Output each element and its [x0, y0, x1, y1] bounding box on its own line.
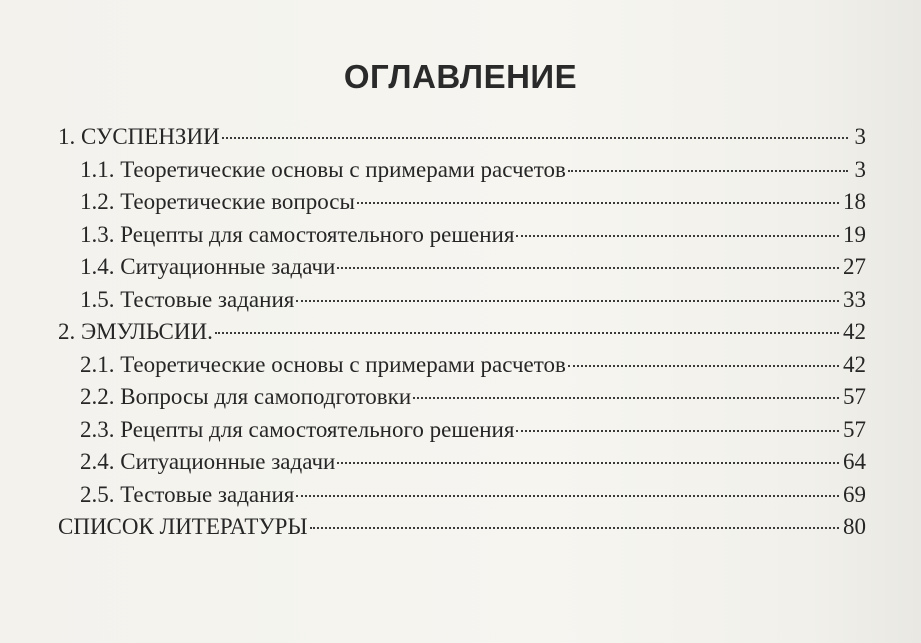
toc-entry-label: 1.5. Тестовые задания — [80, 286, 295, 312]
toc-page-number: 57 — [843, 416, 866, 442]
toc-page-number: 33 — [843, 286, 866, 312]
dot-leader — [337, 462, 839, 464]
toc-page-number: 19 — [843, 221, 866, 247]
toc-entry-label: 2.3. Рецепты для самостоятельного решения — [80, 416, 515, 442]
toc-entry-label: 2.2. Вопросы для самоподготовки — [80, 384, 412, 409]
toc-entry — [58, 384, 866, 417]
toc-entry — [58, 157, 866, 190]
toc-page-number: 3 — [854, 124, 866, 149]
toc-entry-label: 1.2. Теоретические вопросы — [80, 189, 355, 214]
toc-entry-label: 2.1. Теоретические основы с примерами расчетов — [80, 351, 566, 377]
dot-leader — [310, 527, 839, 529]
toc-page-number: 18 — [843, 189, 866, 214]
toc-page-number: 27 — [843, 254, 866, 279]
toc-entry — [58, 287, 866, 320]
toc-page-number: 42 — [843, 351, 866, 377]
dot-leader — [568, 170, 848, 172]
page-title: ОГЛАВЛЕНИЕ — [343, 58, 578, 95]
toc-entry — [58, 482, 866, 515]
toc-entry-label: 1.3. Рецепты для самостоятельного решения — [80, 221, 515, 247]
toc-page-number: 3 — [854, 156, 866, 182]
toc-entry — [58, 124, 866, 157]
dot-leader — [516, 430, 839, 432]
toc-entry — [58, 449, 866, 482]
toc-entry-label: 1.1. Теоретические основы с примерами расчетов — [80, 156, 566, 182]
dot-leader — [215, 332, 839, 334]
toc-entry-label: 1. СУСПЕНЗИИ — [58, 124, 220, 149]
toc-entry-label: 1.4. Ситуационные задачи — [80, 254, 336, 279]
dot-leader — [568, 365, 839, 367]
toc-entry — [58, 222, 866, 255]
dot-leader — [222, 137, 848, 139]
toc-entry — [58, 319, 866, 352]
dot-leader — [413, 397, 839, 399]
toc-page-number: 42 — [843, 319, 866, 344]
dot-leader — [296, 495, 839, 497]
toc-entry-label: 2. ЭМУЛЬСИИ. — [58, 319, 213, 344]
dot-leader — [296, 300, 839, 302]
toc-page-number: 64 — [843, 449, 866, 474]
toc-entry-label: СПИСОК ЛИТЕРАТУРЫ — [58, 514, 308, 539]
toc-entry — [58, 352, 866, 385]
dot-leader — [516, 235, 839, 237]
table-of-contents — [58, 124, 866, 547]
toc-page-number: 57 — [843, 384, 866, 409]
toc-entry-label: 2.4. Ситуационные задачи — [80, 449, 336, 474]
toc-entry — [58, 189, 866, 222]
toc-entry — [58, 254, 866, 287]
toc-page-number: 80 — [843, 514, 866, 539]
toc-entry — [58, 417, 866, 450]
dot-leader — [337, 267, 839, 269]
toc-entry — [58, 514, 866, 547]
toc-page-number: 69 — [843, 481, 866, 507]
dot-leader — [357, 202, 839, 204]
toc-entry-label: 2.5. Тестовые задания — [80, 481, 295, 507]
